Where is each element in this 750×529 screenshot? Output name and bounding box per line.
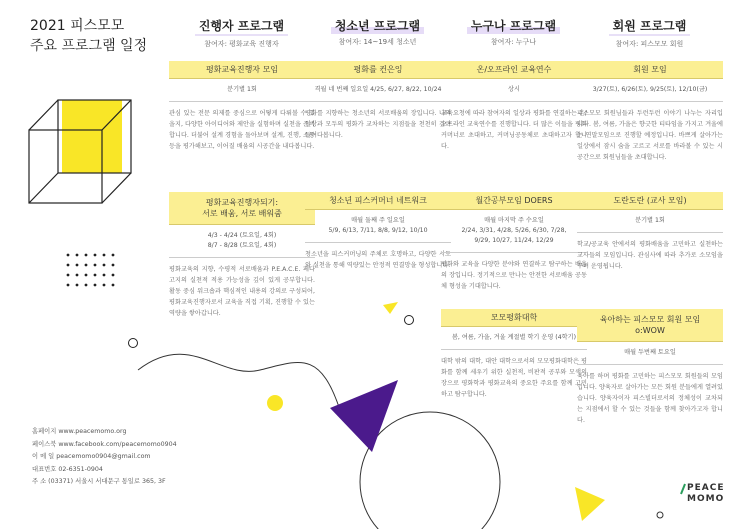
program-title-line-2: o:WOW <box>635 326 665 335</box>
program-schedule: 분기별 1회 <box>635 217 665 224</box>
program-box-member-meeting <box>577 61 723 163</box>
divider <box>305 101 451 102</box>
contact-email: 이 메 일 peacemomo0904@gmail.com <box>32 453 151 460</box>
program-box-peace-commoning <box>305 61 451 141</box>
column-title: 진행자 프로그램 <box>195 18 288 36</box>
schedule-line-1: 매월 둘째 주 일요일 <box>351 217 405 224</box>
logo-line-2: MOMO <box>687 494 725 504</box>
small-circle-left <box>129 339 138 348</box>
title-line-2: 주요 프로그램 일정 <box>30 38 148 54</box>
contact-homepage: 홈페이지 www.peacemomo.org <box>32 428 127 435</box>
schedule-line-3: 9/29, 10/27, 11/24, 12/29 <box>474 237 554 244</box>
program-description: 평화교육의 지향, 수평적 서로배움과 P.E.A.C.E. 페다고지의 실천적 적용 가능성을 깊이 있게 공부합니다. 활동 중심 워크숍과 핵심적인 내용의 강의로 구성되어, 평화교육진행자로서 교육을 직접 기획, 진행할 수 있는 역량을 쌓아갑니다. <box>169 266 315 317</box>
program-title: 청소년 피스커머너 네트워크 <box>305 192 451 210</box>
column-header-member <box>577 15 722 49</box>
program-title: 도란도란 (교사 모임) <box>577 192 723 210</box>
program-schedule: 3/27(토), 6/26(토), 9/25(토), 12/10(금) <box>592 86 708 93</box>
program-schedule <box>441 216 587 246</box>
schedule-line-1: 4/3 - 4/24 (토요일, 4회) <box>207 232 277 239</box>
program-title: 회원 모임 <box>577 61 723 79</box>
program-title-line-2: 서로 배움, 서로 배워줌 <box>202 209 282 218</box>
program-schedule: 분기별 1회 <box>227 86 257 93</box>
program-description: 육아를 하며 평화를 고민하는 피스모모 회원들의 모임입니다. 양육자로 살아가는 모든 회원 분들에게 열려있습니다. 양육자이자 피스빌더로서의 정체성이 교차되는 지점에서 할 수 있는 것들을 함께 찾아가고자 합니다. <box>577 373 723 424</box>
divider <box>169 101 315 102</box>
contact-address: 주 소 (03371) 서울시 서대문구 통일로 365, 3F <box>32 478 166 485</box>
wavy-line <box>138 354 340 410</box>
column-subtitle: 참여자: 피스모모 회원 <box>615 40 684 48</box>
divider <box>577 101 723 102</box>
divider <box>305 242 451 243</box>
column-title: 청소년 프로그램 <box>331 18 424 34</box>
program-description: 청소년을 피스커머닝의 주체로 호명하고, 다양한 시도와 실천을 통해 역량있는 안정적 연결망을 형성합니다. <box>305 251 451 269</box>
program-schedule: 매월 두번째 토요일 <box>624 349 676 356</box>
divider <box>441 349 587 350</box>
large-circle <box>360 412 500 529</box>
divider <box>441 101 587 102</box>
program-title: 평화를 컨은잉 <box>305 61 451 79</box>
program-description: 피스모모 회원님들과 두런두런 이야기 나누는 자리입니다. 봄, 여름, 가을은 향긋한 티타임을 가지고 겨울에는 연말모임으로 진행할 예정입니다. 바쁘게 살아가는 일상에서 잠시 숨을 고르고 서로를 바라볼 수 있는 시공간으로 회원님들을 초대합니다. <box>577 110 723 161</box>
program-box-online-training <box>441 61 587 152</box>
program-title <box>577 309 723 342</box>
contact-facebook: 페이스북 www.facebook.com/peacemomo0904 <box>32 440 177 448</box>
program-title: 온/오프라인 교육연수 <box>441 61 587 79</box>
program-box-momo-peace-university <box>441 309 587 400</box>
contact-phone: 대표번호 02-6351-0904 <box>32 465 103 473</box>
yellow-circle <box>267 395 283 411</box>
yellow-triangle-big <box>575 487 605 521</box>
program-box-facilitator-meeting <box>169 61 315 152</box>
purple-triangle <box>330 380 398 452</box>
dot-grid <box>67 254 115 287</box>
peacemomo-logo <box>687 483 724 505</box>
program-title: 평화교육진행자 모임 <box>169 61 315 79</box>
column-subtitle: 참여자: 누구나 <box>490 38 537 46</box>
logo-line-1: PEACE <box>687 483 725 493</box>
schedule-line-2: 8/7 - 8/28 (토요일, 4회) <box>207 242 277 249</box>
program-schedule: 격월 네 번째 일요일 4/25, 6/27, 8/22, 10/24 <box>314 86 442 93</box>
small-circle-right <box>657 512 663 518</box>
program-description: 관심 있는 전문 의제를 중심으로 어떻게 다뤄볼 수 있을지, 다양한 아이디어와 제안을 실험하며 실천을 준비합니다. 더불어 설계 경험을 돌아보며 설계, 진행, 소통 등을 평가해보고, 이어질 배움의 시공간을 내다봅니다. <box>169 110 315 150</box>
column-title: 누구나 프로그램 <box>467 18 560 34</box>
divider <box>169 257 315 258</box>
program-box-teacher-meeting <box>577 192 723 272</box>
page-title <box>30 16 147 56</box>
column-header-facilitator <box>169 15 314 49</box>
yellow-square <box>62 100 122 173</box>
yellow-triangle-small <box>383 302 398 314</box>
program-box-becoming-facilitator <box>169 192 315 319</box>
divider <box>441 252 587 253</box>
program-schedule: 봄, 여름, 가을, 겨울 계절별 학기 운영 (4학기) <box>451 334 577 341</box>
column-header-everyone <box>441 15 586 47</box>
column-subtitle: 참여자: 14~19세 청소년 <box>338 38 417 46</box>
divider <box>577 364 723 365</box>
program-schedule <box>305 216 451 236</box>
program-title: 모모평화대학 <box>441 309 587 327</box>
program-description: 학교/공교육 안에서의 평화배움을 고민하고 실천하는 교사들의 모임입니다. 관심사에 따라 추가로 소모임을 꾸려 운영됩니다. <box>577 241 723 270</box>
program-title-line-1: 육아하는 피스모모 회원 모임 <box>599 315 701 324</box>
program-description: 대학 밖의 대학, 대안 대학으로서의 모모평화대학은 평화를 함께 세우기 위한 실천적, 비판적 공부와 모색의 장으로 평화학과 평화교육의 중요한 주요를 함께 고민하고 탐구합니다. <box>441 358 587 398</box>
column-subtitle: 참여자: 평화교육 진행자 <box>204 40 279 48</box>
logo-slash-icon <box>679 483 687 495</box>
column-title: 회원 프로그램 <box>609 18 691 36</box>
program-box-parenting-members <box>577 309 723 426</box>
program-schedule: 상시 <box>508 86 520 93</box>
program-schedule <box>169 231 315 251</box>
schedule-line-2: 5/9, 6/13, 7/11, 8/8, 9/12, 10/10 <box>328 227 428 234</box>
program-description: 평화를 지향하는 청소년의 서로배움의 장입니다. 나의 일상과 모두의 평화가 교차하는 지점들을 천천히 깊이 들여다봅니다. <box>305 110 451 139</box>
small-circle-mid <box>405 316 414 325</box>
program-description: 평화와 교육을 다양한 분야와 연결하고 탐구하는 배움의 장입니다. 정기적으로 만나는 안전한 서로배움 공동체 형성을 기대합니다. <box>441 261 587 290</box>
schedule-line-2: 2/24, 3/31, 4/28, 5/26, 6/30, 7/28, <box>461 227 567 234</box>
column-header-youth <box>305 15 450 47</box>
program-title-line-1: 평화교육진행자되기: <box>205 198 279 207</box>
program-box-doers <box>441 192 587 292</box>
title-line-1: 2021 피스모모 <box>30 18 125 34</box>
program-box-youth-network <box>305 192 451 271</box>
program-title: 월간공부모임 DOERS <box>441 192 587 210</box>
divider <box>577 232 723 233</box>
schedule-line-1: 매월 마지막 주 수요일 <box>484 217 544 224</box>
contact-info <box>32 426 177 489</box>
program-title <box>169 192 315 225</box>
program-description: 교육요청에 따라 참여자의 일상과 평화를 연결하는 온/오프라인 교육연수를 진행합니다. 더 많은 이들을 평화커머너로 초대하고, 커머닝공동체로 초대하고자 합니다. <box>441 110 587 150</box>
